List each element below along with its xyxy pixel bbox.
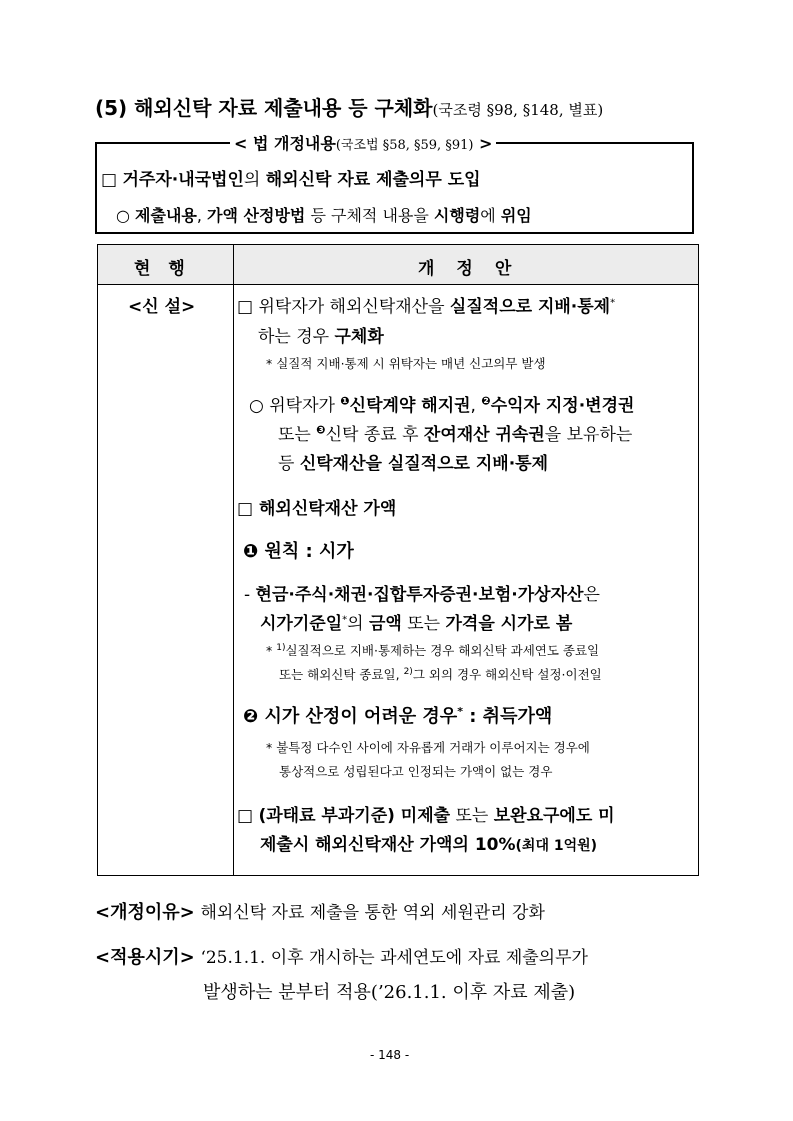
p2-d: 수익자 지정·변경권 (490, 396, 635, 416)
proposed-item-5-line1 (244, 580, 600, 605)
p7-d: 제출시 해외신탁재산 가액의 10% (260, 835, 516, 855)
p5-b: 은 (583, 585, 600, 605)
proposed-item-2-line1 (249, 391, 634, 416)
law-heading-text: < 법 개정내용 (234, 134, 336, 153)
current-cell-new: <신 설> (128, 297, 196, 317)
note-3-line2: 통상적으로 성립된다고 인정되는 가액이 없는 경우 (279, 764, 553, 779)
p7-c: 보완요구에도 미 (493, 806, 615, 826)
application-date-line1 (95, 943, 588, 969)
checkbox-glyph: □ (237, 806, 259, 826)
p1-text-a: 위탁자가 해외신탁재산을 (258, 297, 450, 317)
law-line2-c: 가액 산정방법 (207, 206, 306, 225)
section-title-main: (5) 해외신탁 자료 제출내용 등 구체화 (95, 96, 433, 120)
page-number: - 148 - (370, 1048, 410, 1062)
p2-n2: ❷ (481, 394, 491, 408)
apply-text-2: 발생하는 분부터 적용(’26.1.1. 이후 자료 제출) (203, 982, 576, 1003)
note-2-line2 (279, 665, 602, 683)
header-current: 현행 (134, 259, 203, 279)
note2-sup1: 1) (276, 642, 286, 653)
law-line1-particle: 의 (243, 170, 266, 190)
comparison-table (97, 244, 699, 876)
header-proposed: 개정안 (418, 259, 534, 279)
section-title-ref: (국조령 §98, §148, 별표) (432, 101, 604, 119)
law-line1-object: 해외신탁 자료 제출의무 도입 (265, 170, 481, 190)
law-line2-f: 에 (480, 206, 501, 225)
p6-star: * (457, 705, 463, 718)
note2-c: 또는 해외신탁 종료일, (279, 667, 404, 682)
note-1: * 실질적 지배·통제 시 위탁자는 매년 신고의무 발생 (266, 356, 546, 371)
p5-g: 가격을 시가로 봄 (445, 614, 573, 634)
p2-c: , (470, 396, 482, 416)
note2-b: 실질적으로 지배·통제하는 경우 해외신탁 과세연도 종료일 (285, 643, 600, 658)
apply-label: <적용시기> (95, 947, 195, 968)
law-line2-a: 제출내용 (135, 206, 197, 225)
circle-bullet: ○ (116, 206, 136, 225)
law-heading-ref: (국조법 §58, §59, §91) (335, 138, 474, 153)
law-box-line-1 (101, 165, 481, 190)
reason-text: 해외신탁 자료 제출을 통한 역외 세원관리 강화 (200, 903, 545, 923)
note2-star: * (266, 643, 277, 658)
p1-star: * (610, 297, 616, 309)
p1-text-d: 구체화 (334, 327, 384, 347)
p5-a: 현금·주식·채권·집합투자증권·보험·가상자산 (255, 585, 584, 605)
p5-star: * (342, 614, 348, 626)
note2-sup2: 2) (403, 666, 413, 677)
p2-h: 을 보유하는 (544, 425, 633, 445)
p2-n1: ❶ (340, 394, 350, 408)
proposed-item-4: ❶ 원칙 : 시가 (243, 541, 354, 562)
p2-b: 신탁계약 해지권 (349, 396, 471, 416)
p5-c: 시가기준일 (260, 614, 343, 634)
proposed-item-5-line2 (260, 609, 572, 634)
p2-j: 신탁재산을 실질적으로 지배·통제 (299, 454, 549, 474)
law-line2-b: , (196, 206, 208, 225)
checkbox-glyph: □ (237, 297, 254, 317)
note-2-line1 (266, 641, 599, 659)
proposed-item-6 (243, 702, 552, 728)
proposed-item-2-line3 (278, 449, 548, 474)
p7-a: (과태료 부과기준) 미제출 (258, 806, 451, 826)
p2-n3: ❸ (316, 423, 326, 437)
proposed-item-7-line2 (260, 830, 597, 855)
law-line2-g: 위임 (500, 206, 532, 225)
reason-label: <개정이유> (95, 902, 195, 923)
p7-e: (최대 1억원) (515, 838, 598, 854)
p5-d: 의 (347, 614, 369, 634)
amendment-reason (95, 898, 545, 924)
column-divider (233, 245, 234, 875)
law-line1-subject: 거주자·내국법인 (122, 170, 244, 190)
dash-bullet: - (244, 585, 256, 605)
law-line2-e: 시행령 (433, 206, 481, 225)
circle-bullet: ○ (249, 396, 264, 416)
p1-text-b: 실질적으로 지배·통제 (449, 297, 611, 317)
p2-a: 위탁자가 (269, 396, 341, 416)
p6-a: ❷ 시가 산정이 어려운 경우 (243, 706, 458, 727)
p6-b: : 취득가액 (462, 706, 553, 727)
note2-d: 그 외의 경우 해외신탁 설정·이전일 (412, 667, 602, 682)
p2-f: 신탁 종료 후 (325, 425, 424, 445)
proposed-item-1-line2 (258, 322, 384, 347)
apply-text-1: ‘25.1.1. 이후 개시하는 과세연도에 자료 제출의무가 (200, 948, 588, 968)
p2-i: 등 (278, 454, 300, 474)
note-3-line1: * 불특정 다수인 사이에 자유롭게 거래가 이루어지는 경우에 (266, 740, 590, 755)
proposed-item-1-line1 (237, 292, 615, 317)
law-heading-close: > (479, 134, 493, 153)
law-box-line-2 (116, 203, 532, 226)
law-line2-d: 등 구체적 내용을 (305, 206, 434, 225)
law-amendment-heading (230, 131, 496, 154)
p5-f: 또는 (401, 614, 446, 634)
p2-e: 또는 (278, 425, 317, 445)
proposed-item-2-line2 (278, 420, 632, 445)
checkbox-glyph: □ (101, 170, 123, 190)
proposed-item-3: □ 해외신탁재산 가액 (237, 499, 397, 519)
p1-text-c: 하는 경우 (258, 327, 335, 347)
p7-b: 또는 (450, 806, 494, 826)
section-title (95, 92, 603, 121)
proposed-item-7-line1 (237, 801, 615, 826)
p5-e: 금액 (368, 614, 402, 634)
p2-g: 잔여재산 귀속권 (423, 425, 545, 445)
